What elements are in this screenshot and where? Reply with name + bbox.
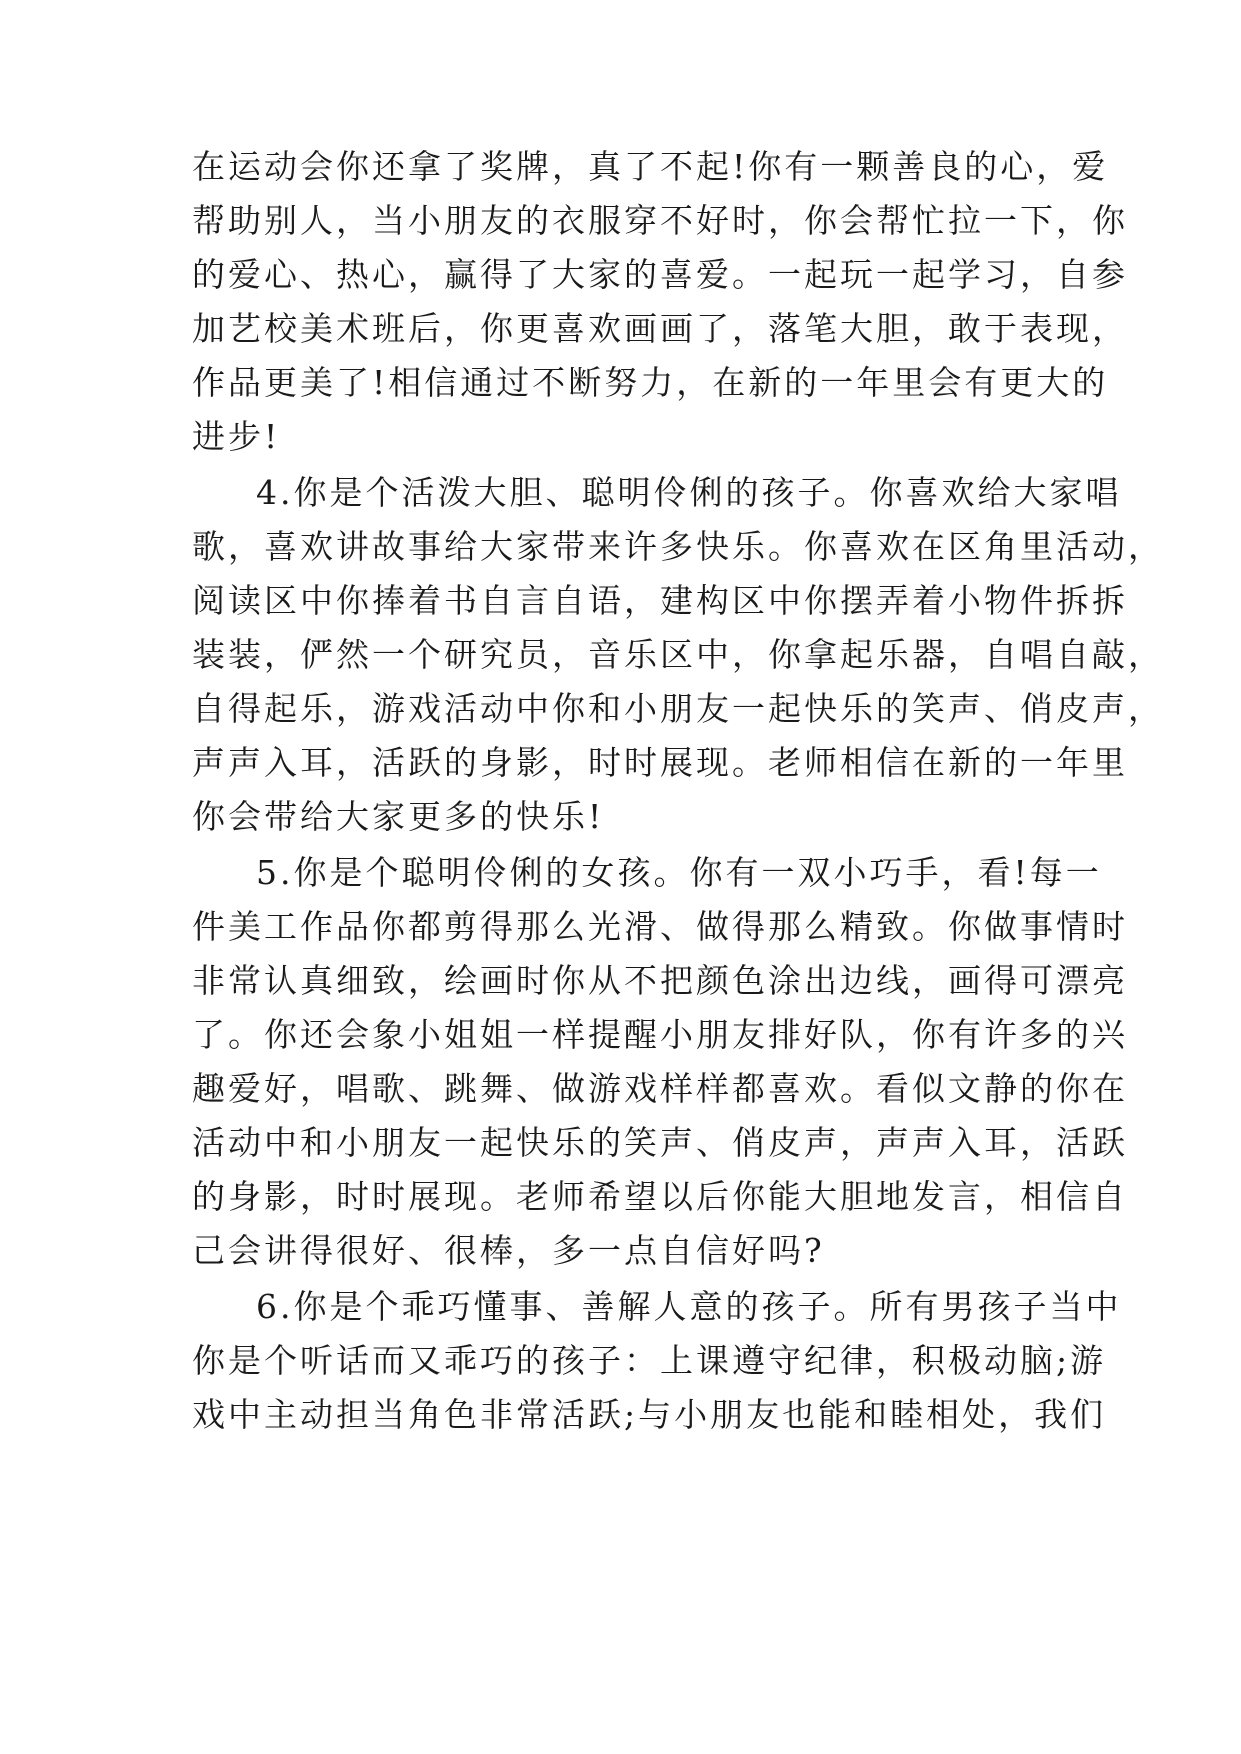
text-line: 的爱心、热心，赢得了大家的喜爱。一起玩一起学习，自参 <box>192 255 1128 294</box>
text-line: 进步! <box>192 417 281 456</box>
text-line: 戏中主动担当角色非常活跃;与小朋友也能和睦相处，我们 <box>192 1395 1107 1434</box>
text-line: 作品更美了!相信通过不断努力，在新的一年里会有更大的 <box>192 363 1109 402</box>
text-line: 声声入耳，活跃的身影，时时展现。老师相信在新的一年里 <box>192 743 1128 782</box>
text-line: 加艺校美术班后，你更喜欢画画了，落笔大胆，敢于表现， <box>192 309 1128 348</box>
text-line: 歌，喜欢讲故事给大家带来许多快乐。你喜欢在区角里活动， <box>192 527 1164 566</box>
text-line: 阅读区中你捧着书自言自语，建构区中你摆弄着小物件拆拆 <box>192 581 1128 620</box>
text-line: 件美工作品你都剪得那么光滑、做得那么精致。你做事情时 <box>192 907 1128 946</box>
text-line: 自得起乐，游戏活动中你和小朋友一起快乐的笑声、俏皮声， <box>192 689 1164 728</box>
text-line: 的身影，时时展现。老师希望以后你能大胆地发言，相信自 <box>192 1177 1128 1216</box>
text-line: 活动中和小朋友一起快乐的笑声、俏皮声，声声入耳，活跃 <box>192 1123 1128 1162</box>
paragraph-4-first-line: 4.你是个活泼大胆、聪明伶俐的孩子。你喜欢给大家唱 <box>256 473 1122 512</box>
paragraph-6-first-line: 6.你是个乖巧懂事、善解人意的孩子。所有男孩子当中 <box>256 1287 1122 1326</box>
text-line: 你会带给大家更多的快乐! <box>192 797 605 836</box>
paragraph-5-first-line: 5.你是个聪明伶俐的女孩。你有一双小巧手，看!每一 <box>256 853 1102 892</box>
text-line: 趣爱好，唱歌、跳舞、做游戏样样都喜欢。看似文静的你在 <box>192 1069 1128 1108</box>
text-line: 装装，俨然一个研究员，音乐区中，你拿起乐器，自唱自敲， <box>192 635 1164 674</box>
text-line: 在运动会你还拿了奖牌，真了不起!你有一颗善良的心，爱 <box>192 147 1109 186</box>
text-line: 帮助别人，当小朋友的衣服穿不好时，你会帮忙拉一下，你 <box>192 201 1128 240</box>
text-line: 了。你还会象小姐姐一样提醒小朋友排好队，你有许多的兴 <box>192 1015 1128 1054</box>
text-line: 己会讲得很好、很棒，多一点自信好吗? <box>192 1231 825 1270</box>
text-line: 非常认真细致，绘画时你从不把颜色涂出边线，画得可漂亮 <box>192 961 1128 1000</box>
text-line: 你是个听话而又乖巧的孩子：上课遵守纪律，积极动脑;游 <box>192 1341 1107 1380</box>
